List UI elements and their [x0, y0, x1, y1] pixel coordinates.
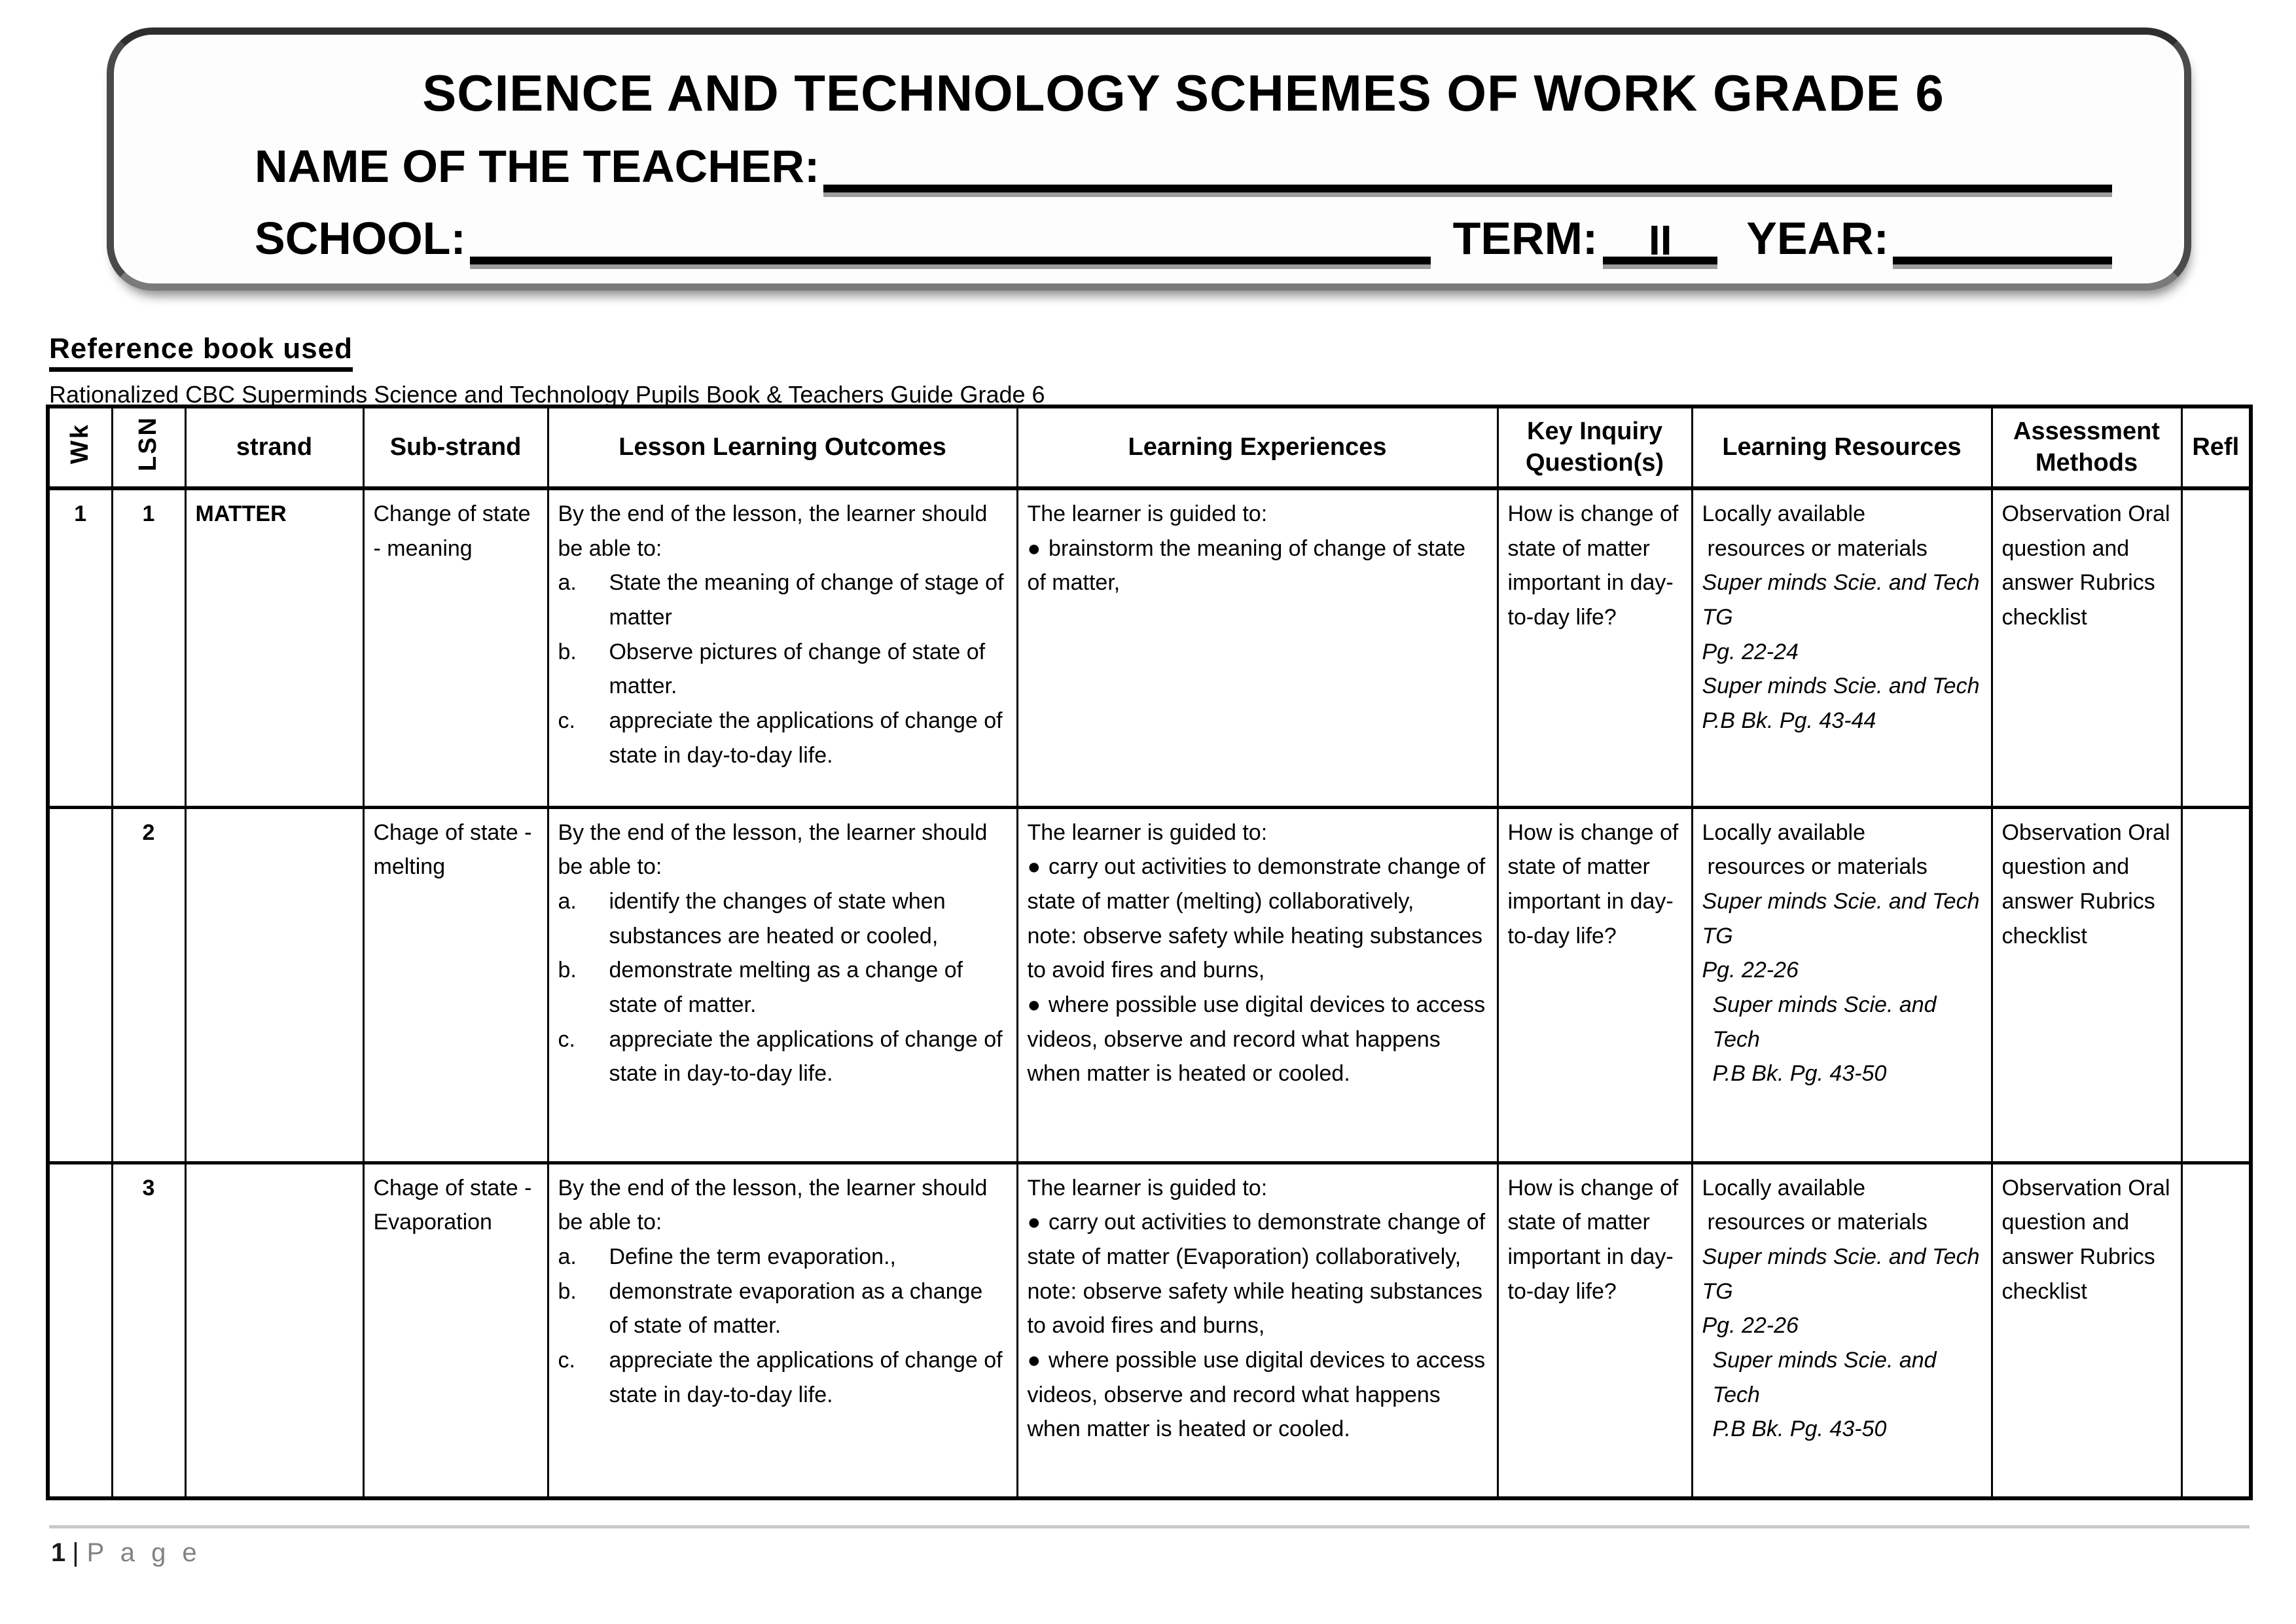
- footer-separator: |: [72, 1538, 79, 1567]
- outcomes-intro: By the end of the lesson, the learner should be able to:: [558, 501, 988, 561]
- lsn-cell: 1: [112, 488, 185, 807]
- experience-item: ● where possible use digital devices to access videos, observe and record what happens when matter is heated or cooled.: [1027, 1347, 1486, 1442]
- outcome-item: b. demonstrate evaporation as a change of state of matter.: [558, 1278, 983, 1339]
- reference-heading: Reference book used: [49, 333, 353, 372]
- year-label: YEAR:: [1746, 213, 1889, 264]
- year-value-blank: [1893, 216, 2112, 264]
- experience-item: ● brainstorm the meaning of change of state of matter,: [1027, 535, 1465, 596]
- experiences-cell: [1017, 807, 1498, 1163]
- experience-item: note: observe safety while heating substances to avoid fires and burns,: [1027, 1278, 1483, 1339]
- sub-strand-cell: Chage of state - melting: [363, 807, 548, 1163]
- footer-page-word: P a g e: [86, 1538, 202, 1567]
- table-row: [48, 488, 2251, 807]
- assessment-cell: Observation Oral question and answer Rubrics checklist: [1992, 807, 2181, 1163]
- experiences-cell: [1017, 1163, 1498, 1498]
- outcomes-cell: [548, 807, 1017, 1163]
- col-header-wk: Wk: [48, 406, 112, 488]
- col-header-experiences: Learning Experiences: [1017, 406, 1498, 488]
- wk-cell: [48, 807, 112, 1163]
- refl-cell: [2181, 1163, 2251, 1498]
- outcome-item: c. appreciate the applications of change of state in day-to-day life.: [558, 708, 1003, 768]
- refl-cell: [2181, 807, 2251, 1163]
- outcomes-intro: By the end of the lesson, the learner should be able to:: [558, 820, 988, 880]
- assessment-cell: Observation Oral question and answer Rubrics checklist: [1992, 488, 2181, 807]
- reference-section: [49, 333, 1045, 408]
- experience-item: note: observe safety while heating substances to avoid fires and burns,: [1027, 923, 1483, 983]
- outcomes-intro: By the end of the lesson, the learner should be able to:: [558, 1175, 988, 1235]
- term-label: TERM:: [1452, 213, 1598, 264]
- bullet-icon: ●: [1027, 1347, 1041, 1373]
- experiences-intro: The learner is guided to:: [1027, 820, 1268, 845]
- outcome-item: c. appreciate the applications of change of state in day-to-day life.: [558, 1347, 1003, 1407]
- outcome-item: b. demonstrate melting as a change of state of matter.: [558, 958, 963, 1017]
- sub-strand-cell: Change of state - meaning: [363, 488, 548, 807]
- outcome-item: b. Observe pictures of change of state of matter.: [558, 639, 986, 699]
- col-header-refl: Refl: [2181, 406, 2251, 488]
- col-header-sub-strand: Sub-strand: [363, 406, 548, 488]
- teacher-line: [255, 140, 2112, 192]
- term-value-blank: II: [1603, 216, 1717, 264]
- strand-cell: MATTER: [185, 488, 363, 807]
- outcome-item: c. appreciate the applications of change of state in day-to-day life.: [558, 1026, 1003, 1087]
- table-header-row: [48, 406, 2251, 488]
- scheme-of-work-table: [46, 405, 2253, 1500]
- key-inquiry-cell: How is change of state of matter important in day-to-day life?: [1498, 807, 1692, 1163]
- resources-cell: Locally available resources or materials Super minds Scie. and Tech TG Pg. 22-26 Super minds Scie. and Tech P.B Bk. Pg. 43-50: [1692, 807, 1992, 1163]
- table-row: [48, 807, 2251, 1163]
- outcome-item: a. identify the changes of state when substances are heated or cooled,: [558, 888, 946, 948]
- experience-item: ● carry out activities to demonstrate change of state of matter (melting) collaboratively,: [1027, 854, 1486, 914]
- outcomes-cell: [548, 488, 1017, 807]
- bullet-icon: ●: [1027, 535, 1041, 561]
- page-footer: [51, 1538, 202, 1568]
- teacher-name-blank: [823, 144, 2112, 192]
- outcome-item: a. Define the term evaporation.,: [558, 1244, 896, 1269]
- col-header-resources: Learning Resources: [1692, 406, 1992, 488]
- school-label: SCHOOL:: [255, 213, 466, 264]
- school-name-blank: [470, 216, 1431, 264]
- experiences-intro: The learner is guided to:: [1027, 501, 1268, 526]
- wk-cell: 1: [48, 488, 112, 807]
- key-inquiry-cell: How is change of state of matter important in day-to-day life?: [1498, 488, 1692, 807]
- col-header-lsn: LSN: [112, 406, 185, 488]
- refl-cell: [2181, 488, 2251, 807]
- experience-item: ● carry out activities to demonstrate change of state of matter (Evaporation) collaboratively,: [1027, 1210, 1486, 1269]
- page-number: 1: [51, 1538, 66, 1567]
- school-line: [255, 212, 2112, 264]
- experiences-intro: The learner is guided to:: [1027, 1175, 1268, 1200]
- lsn-cell: 3: [112, 1163, 185, 1498]
- experiences-cell: [1017, 488, 1498, 807]
- resources-cell: Locally available resources or materials Super minds Scie. and Tech TG Pg. 22-26 Super minds Scie. and Tech P.B Bk. Pg. 43-50: [1692, 1163, 1992, 1498]
- lsn-cell: 2: [112, 807, 185, 1163]
- sub-strand-cell: Chage of state - Evaporation: [363, 1163, 548, 1498]
- key-inquiry-cell: How is change of state of matter important in day-to-day life?: [1498, 1163, 1692, 1498]
- header-box: [107, 27, 2191, 291]
- outcome-item: a. State the meaning of change of stage of matter: [558, 570, 1004, 630]
- assessment-cell: Observation Oral question and answer Rubrics checklist: [1992, 1163, 2181, 1498]
- footer-divider: [49, 1525, 2250, 1528]
- wk-cell: [48, 1163, 112, 1498]
- page-title: SCIENCE AND TECHNOLOGY SCHEMES OF WORK GRADE 6: [422, 64, 1945, 122]
- bullet-icon: ●: [1027, 992, 1041, 1017]
- experience-item: ● where possible use digital devices to access videos, observe and record what happens when matter is heated or cooled.: [1027, 992, 1486, 1087]
- bullet-icon: ●: [1027, 854, 1041, 880]
- strand-cell: [185, 807, 363, 1163]
- strand-cell: [185, 1163, 363, 1498]
- resources-cell: Locally available resources or materials Super minds Scie. and Tech TG Pg. 22-24 Super minds Scie. and Tech P.B Bk. Pg. 43-44: [1692, 488, 1992, 807]
- table-row: [48, 1163, 2251, 1498]
- reference-book-title: Rationalized CBC Superminds Science and Technology Pupils Book & Teachers Guide Grade 6: [49, 381, 1045, 408]
- outcomes-cell: [548, 1163, 1017, 1498]
- col-header-assessment: Assessment Methods: [1992, 406, 2181, 488]
- teacher-label: NAME OF THE TEACHER:: [255, 141, 820, 192]
- col-header-outcomes: Lesson Learning Outcomes: [548, 406, 1017, 488]
- col-header-strand: strand: [185, 406, 363, 488]
- bullet-icon: ●: [1027, 1210, 1041, 1235]
- col-header-key-inquiry: Key Inquiry Question(s): [1498, 406, 1692, 488]
